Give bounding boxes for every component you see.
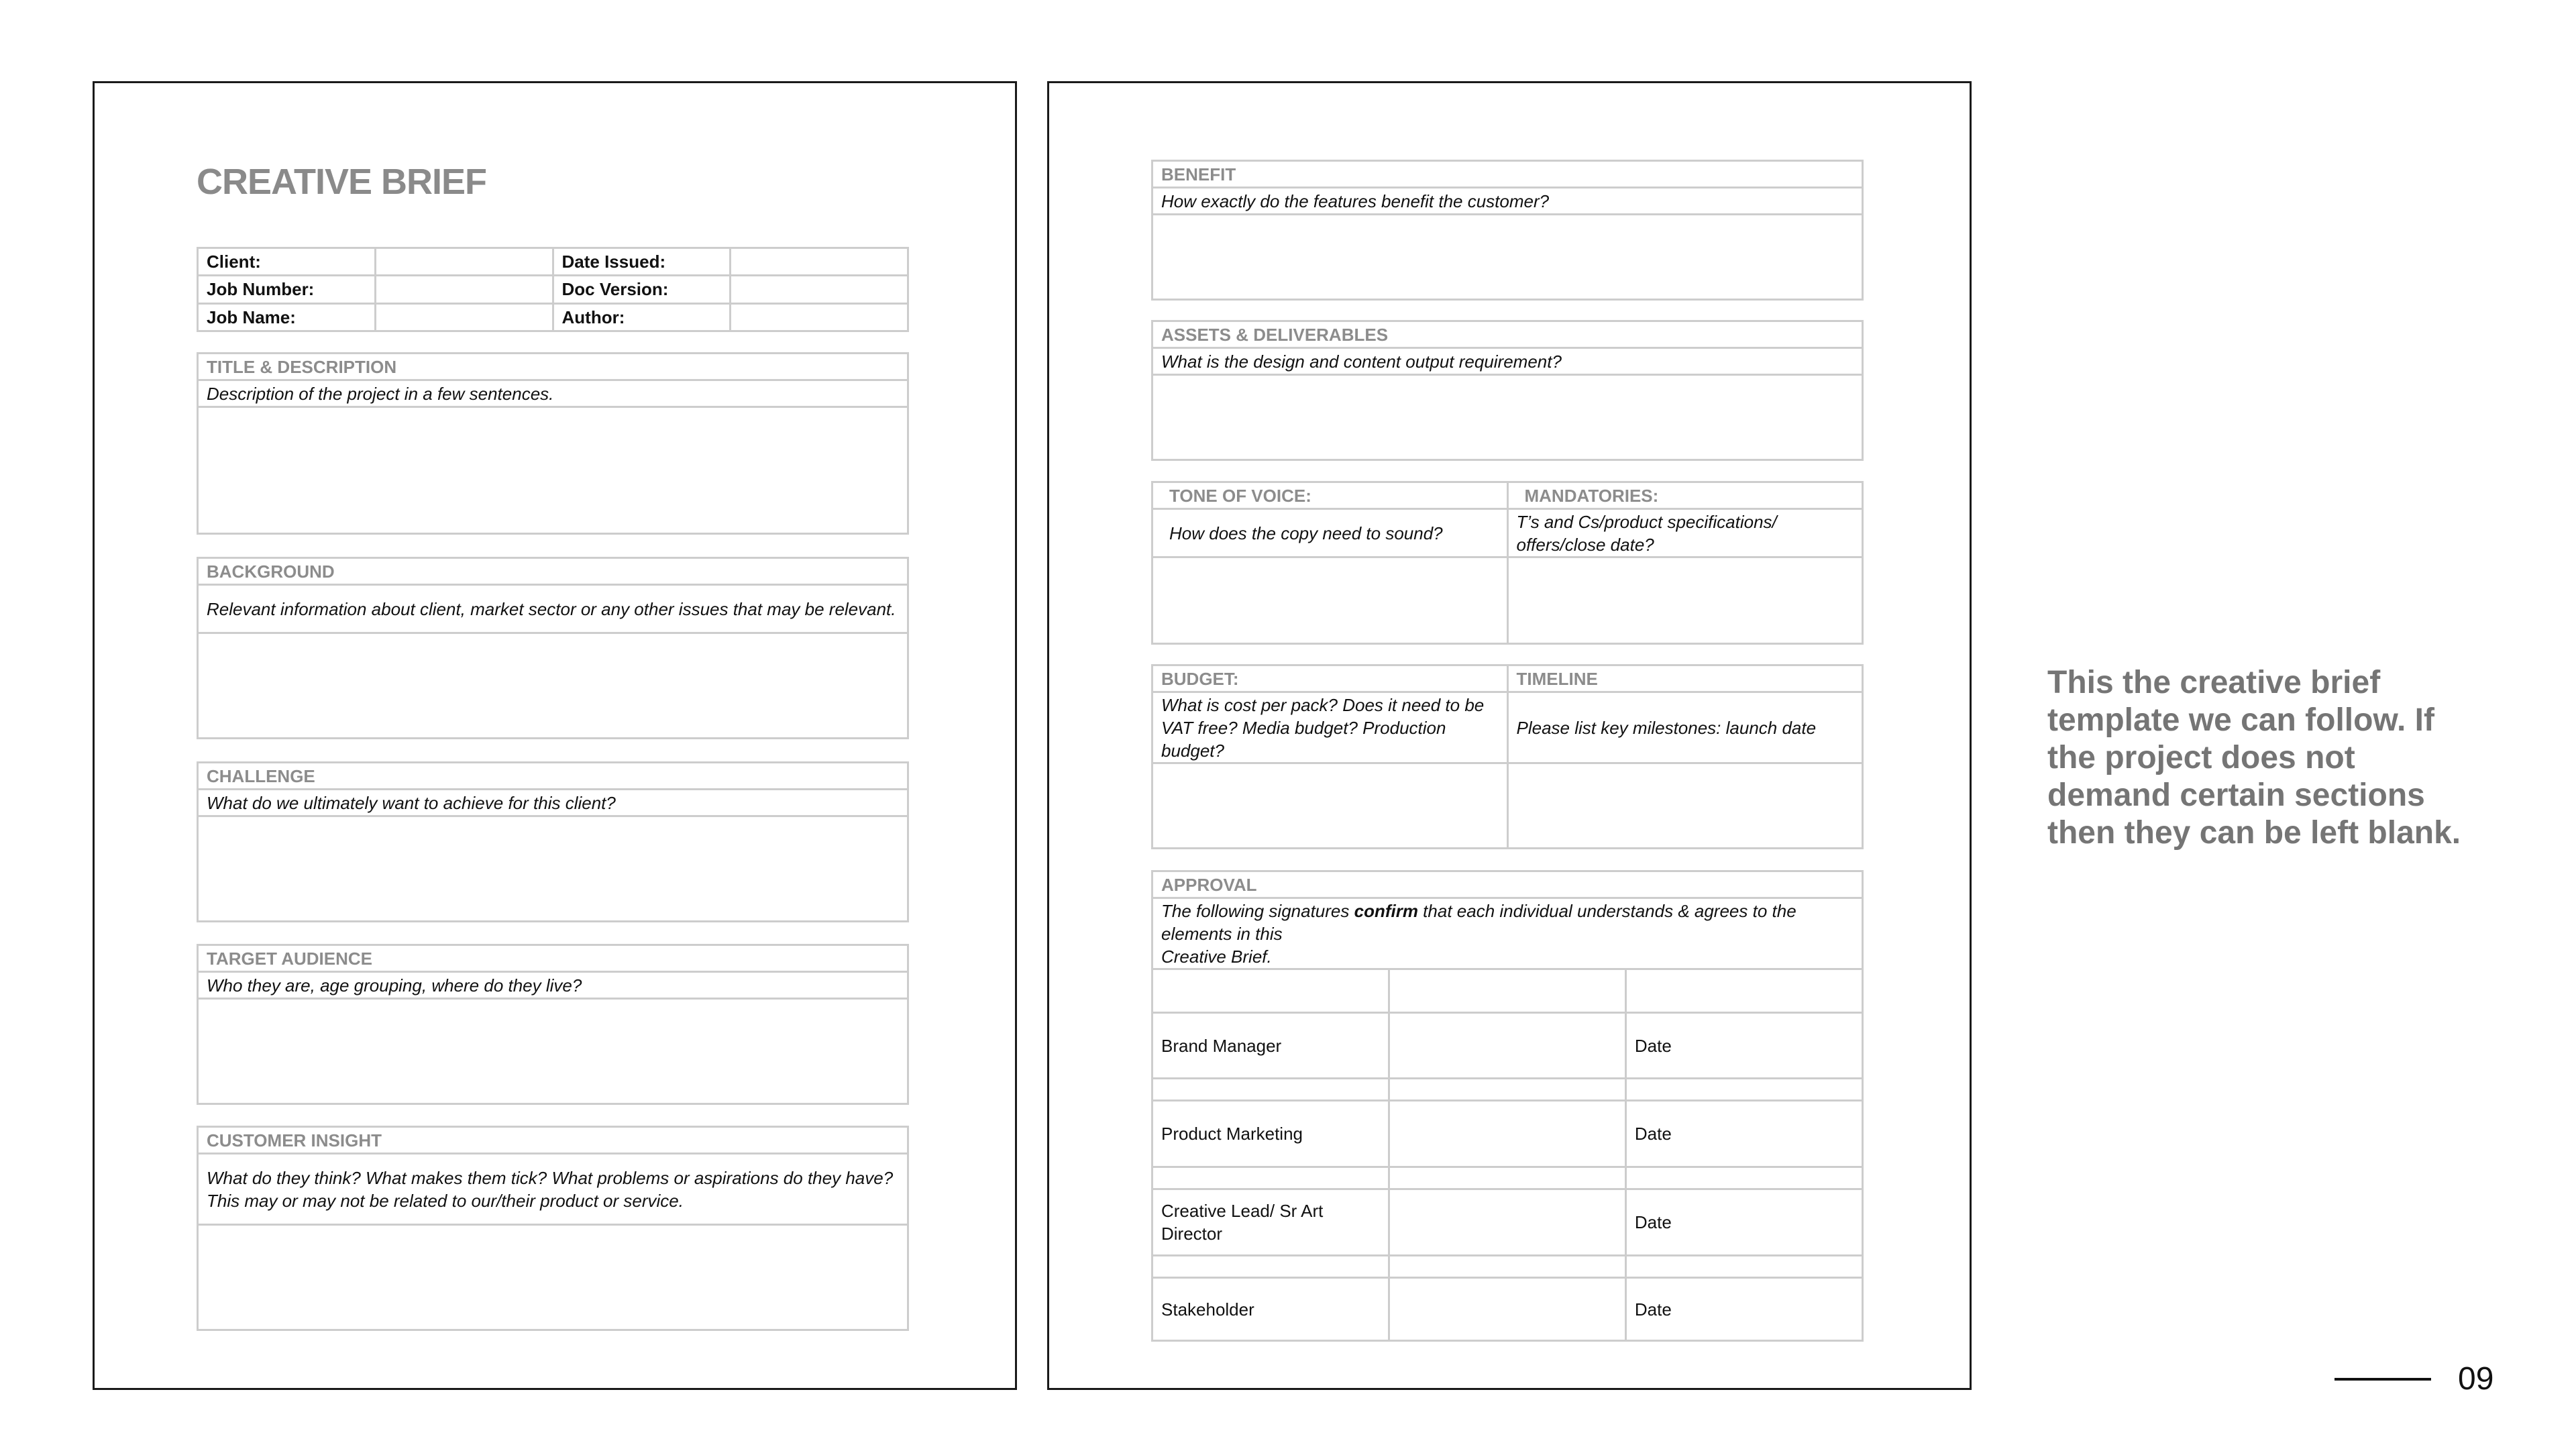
section-challenge: [197, 761, 909, 922]
spacer-cell: [1389, 1079, 1625, 1101]
section-prompt: Description of the project in a few sentences.: [198, 380, 908, 407]
answer-area[interactable]: [198, 633, 908, 739]
section-title: ASSETS & DELIVERABLES: [1152, 321, 1863, 348]
role-creative-lead: Creative Lead/ Sr Art Director: [1152, 1189, 1389, 1256]
tone-answer-area[interactable]: [1152, 557, 1508, 644]
spacer-cell: [1625, 1256, 1862, 1278]
date-field[interactable]: Date: [1625, 1101, 1862, 1167]
tone-prompt: How does the copy need to sound?: [1152, 509, 1508, 557]
spacer-cell: [1625, 1079, 1862, 1101]
date-field[interactable]: Date: [1625, 1278, 1862, 1341]
section-title: TARGET AUDIENCE: [198, 945, 908, 972]
section-prompt: Who they are, age grouping, where do they live?: [198, 972, 908, 999]
section-approval: [1151, 870, 1864, 1342]
spacer-cell: [1389, 1256, 1625, 1278]
approval-prompt: [1152, 898, 1863, 969]
role-product-marketing: Product Marketing: [1152, 1101, 1389, 1167]
signature-field[interactable]: [1389, 1013, 1625, 1079]
timeline-title: TIMELINE: [1507, 665, 1863, 692]
section-title: BACKGROUND: [198, 558, 908, 585]
section-prompt: Relevant information about client, market sector or any other issues that may be relevant.: [198, 585, 908, 633]
spacer-cell: [1152, 1079, 1389, 1101]
section-title: CHALLENGE: [198, 763, 908, 790]
spacer-cell: [1625, 1167, 1862, 1189]
date-issued-label: Date Issued:: [553, 248, 731, 276]
approval-prompt-end: Creative Brief.: [1161, 946, 1272, 967]
budget-prompt: What is cost per pack? Does it need to be VAT free? Media budget? Production budget?: [1152, 692, 1508, 763]
role-stakeholder: Stakeholder: [1152, 1278, 1389, 1341]
side-note: This the creative brief template we can follow. If the project does not demand certain sections then they can be left blank.: [2047, 665, 2461, 851]
section-budget-timeline: [1151, 664, 1864, 849]
prompt-line-2: This may or may not be related to our/their product or service.: [207, 1190, 684, 1211]
signature-field[interactable]: [1389, 1189, 1625, 1256]
section-target-audience: [197, 944, 909, 1105]
date-field[interactable]: Date: [1625, 1013, 1862, 1079]
section-title: CUSTOMER INSIGHT: [198, 1127, 908, 1154]
job-number-label: Job Number:: [198, 276, 376, 303]
section-prompt: [198, 1154, 908, 1225]
job-name-value[interactable]: [375, 303, 553, 331]
signature-field[interactable]: [1389, 1101, 1625, 1167]
spacer-cell: [1625, 969, 1862, 1013]
spacer-cell: [1152, 1256, 1389, 1278]
answer-area[interactable]: [1152, 215, 1863, 300]
section-tone-mandatories: [1151, 481, 1864, 645]
approval-prompt-post: that each individual understands & agrees to the elements in this: [1161, 900, 1796, 944]
timeline-answer-area[interactable]: [1507, 763, 1863, 849]
brief-title: CREATIVE BRIEF: [197, 162, 487, 202]
section-assets-deliverables: [1151, 320, 1864, 461]
client-value[interactable]: [375, 248, 553, 276]
date-field[interactable]: Date: [1625, 1189, 1862, 1256]
section-title-description: [197, 352, 909, 535]
section-prompt: What do we ultimately want to achieve for this client?: [198, 790, 908, 816]
mandatories-prompt: T’s and Cs/product specifications/ offers/close date?: [1507, 509, 1863, 557]
role-brand-manager: Brand Manager: [1152, 1013, 1389, 1079]
client-label: Client:: [198, 248, 376, 276]
spacer-cell: [1152, 1167, 1389, 1189]
section-prompt: How exactly do the features benefit the customer?: [1152, 188, 1863, 215]
section-customer-insight: [197, 1126, 909, 1331]
approval-title: APPROVAL: [1152, 871, 1863, 898]
job-name-label: Job Name:: [198, 303, 376, 331]
budget-answer-area[interactable]: [1152, 763, 1508, 849]
section-background: [197, 557, 909, 739]
spacer-cell: [1389, 969, 1625, 1013]
mandatories-title: MANDATORIES:: [1507, 482, 1863, 509]
spacer-cell: [1389, 1167, 1625, 1189]
section-prompt: What is the design and content output requirement?: [1152, 348, 1863, 375]
answer-area[interactable]: [198, 816, 908, 922]
author-label: Author:: [553, 303, 731, 331]
prompt-line-1: What do they think? What makes them tick? What problems or aspirations do they have?: [207, 1167, 894, 1188]
section-benefit: [1151, 160, 1864, 301]
answer-area[interactable]: [198, 407, 908, 534]
author-value[interactable]: [731, 303, 908, 331]
approval-prompt-pre: The following signatures: [1161, 900, 1354, 921]
answer-area[interactable]: [198, 999, 908, 1104]
doc-version-value[interactable]: [731, 276, 908, 303]
page-number: 09: [2458, 1361, 2494, 1397]
job-number-value[interactable]: [375, 276, 553, 303]
doc-version-label: Doc Version:: [553, 276, 731, 303]
meta-table: [197, 247, 909, 332]
answer-area[interactable]: [1152, 375, 1863, 460]
date-issued-value[interactable]: [731, 248, 908, 276]
footer-rule: [2334, 1378, 2431, 1381]
tone-title: TONE OF VOICE:: [1152, 482, 1508, 509]
signature-field[interactable]: [1389, 1278, 1625, 1341]
section-title: BENEFIT: [1152, 161, 1863, 188]
timeline-prompt: Please list key milestones: launch date: [1507, 692, 1863, 763]
answer-area[interactable]: [198, 1225, 908, 1330]
section-title: TITLE & DESCRIPTION: [198, 354, 908, 380]
budget-title: BUDGET:: [1152, 665, 1508, 692]
approval-prompt-bold: confirm: [1354, 900, 1418, 921]
spacer-cell: [1152, 969, 1389, 1013]
mandatories-answer-area[interactable]: [1507, 557, 1863, 644]
